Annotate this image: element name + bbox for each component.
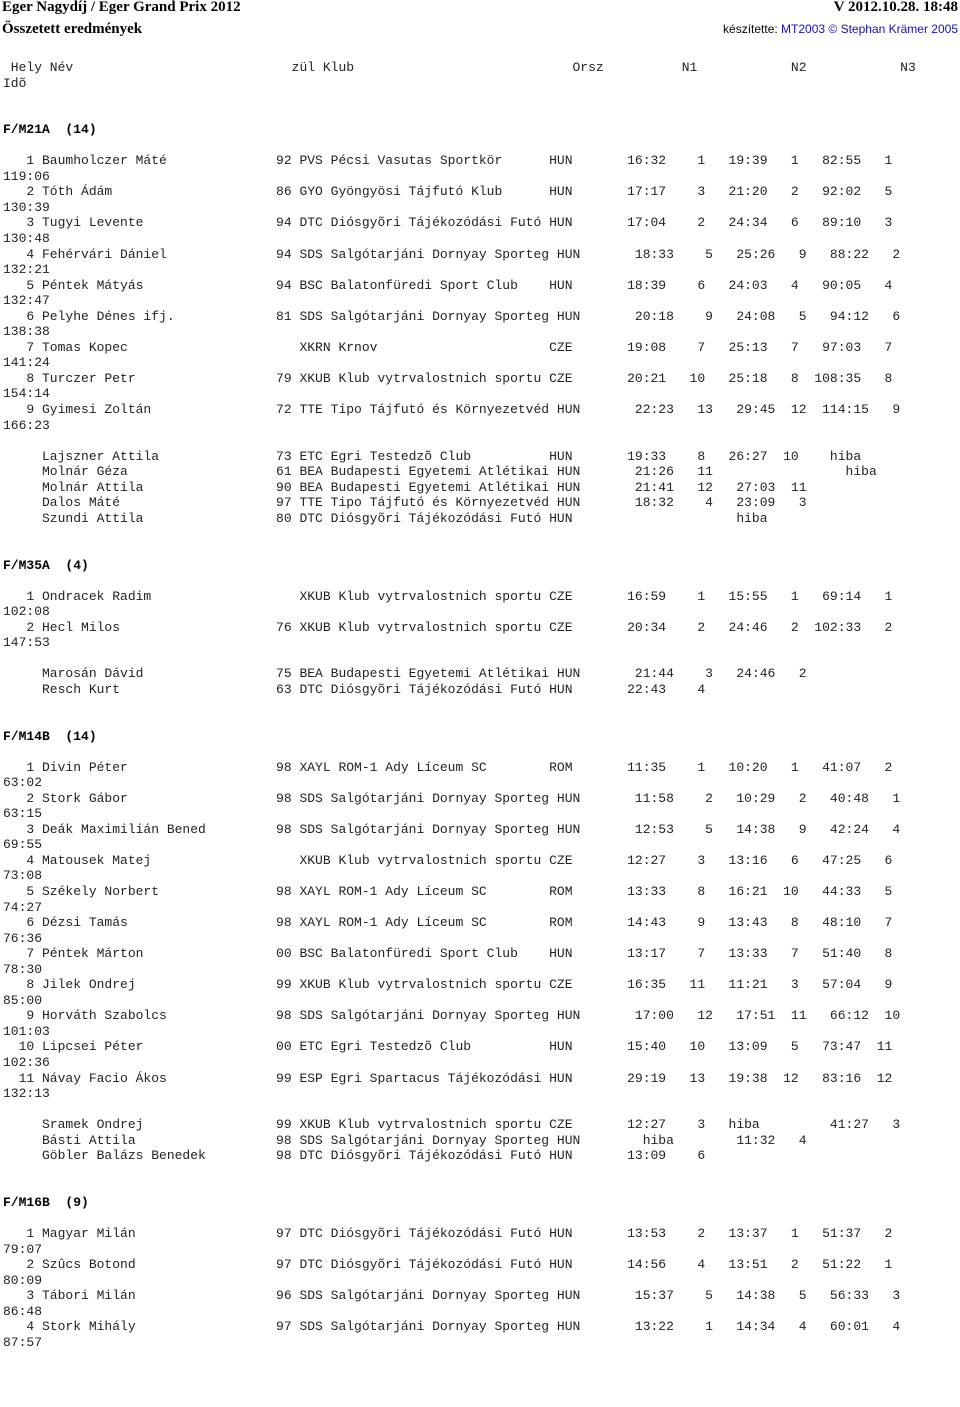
- result-line: 132:13: [3, 1086, 50, 1102]
- result-line: 5 Péntek Mátyás 94 BSC Balatonfüredi Sport Club HUN 18:39 6 24:03 4 90:05 4: [3, 277, 893, 293]
- result-line: 2 Stork Gábor 98 SDS Salgótarjáni Dornyay Sporteg HUN 11:58 2 10:29 2 40:48 1: [3, 790, 901, 806]
- result-line: 78:30: [3, 961, 43, 977]
- result-line: Molnár Géza 61 BEA Budapesti Egyetemi Atlétikai HUN 21:26 11 hiba: [3, 464, 877, 480]
- column-header: Idõ: [3, 75, 27, 91]
- result-line: 63:02: [3, 775, 43, 791]
- result-line: 130:48: [3, 231, 50, 247]
- result-line: 63:15: [3, 806, 43, 822]
- result-line: 85:00: [3, 992, 43, 1008]
- result-line: 1 Divin Péter 98 XAYL ROM-1 Ady Líceum SC ROM 11:35 1 10:20 1 41:07 2: [3, 759, 893, 775]
- author-prefix: készítette:: [723, 22, 782, 36]
- result-line: 3 Tábori Milán 96 SDS Salgótarjáni Dornyay Sporteg HUN 15:37 5 14:38 5 56:33 3: [3, 1288, 901, 1304]
- page-title: Eger Nagydíj / Eger Grand Prix 2012: [2, 0, 241, 15]
- result-line: Resch Kurt 63 DTC Diósgyõri Tájékozódási Futó HUN 22:43 4: [3, 681, 706, 697]
- result-line: 9 Horváth Szabolcs 98 SDS Salgótarjáni Dornyay Sporteg HUN 17:00 12 17:51 11 66:12 10: [3, 1008, 901, 1024]
- result-line: 87:57: [3, 1334, 43, 1350]
- result-line: 7 Péntek Márton 00 BSC Balatonfüredi Sport Club HUN 13:17 7 13:33 7 51:40 8: [3, 946, 893, 962]
- author-link[interactable]: MT2003 © Stephan Krämer 2005: [781, 22, 958, 36]
- author-credit: [723, 21, 958, 37]
- category-heading: F/M35A (4): [3, 557, 89, 573]
- result-line: 5 Székely Norbert 98 XAYL ROM-1 Ady Líceum SC ROM 13:33 8 16:21 10 44:33 5: [3, 883, 893, 899]
- result-line: 11 Návay Facio Ákos 99 ESP Egri Spartacus Tájékozódási HUN 29:19 13 19:38 12 83:16 12: [3, 1070, 893, 1086]
- result-line: 132:47: [3, 293, 50, 309]
- results-listing: [3, 60, 916, 1350]
- result-line: 6 Pelyhe Dénes ifj. 81 SDS Salgótarjáni Dornyay Sporteg HUN 20:18 9 24:08 5 94:12 6: [3, 308, 901, 324]
- result-line: 166:23: [3, 417, 50, 433]
- result-line: 7 Tomas Kopec XKRN Krnov CZE 19:08 7 25:13 7 97:03 7: [3, 339, 893, 355]
- result-line: 1 Ondracek Radim XKUB Klub vytrvalostnich sportu CZE 16:59 1 15:55 1 69:14 1: [3, 588, 893, 604]
- result-line: 4 Matousek Matej XKUB Klub vytrvalostnich sportu CZE 12:27 3 13:16 6 47:25 6: [3, 852, 893, 868]
- category-heading: F/M21A (14): [3, 122, 97, 138]
- result-line: 101:03: [3, 1023, 50, 1039]
- result-line: Lajszner Attila 73 ETC Egri Testedzõ Club HUN 19:33 8 26:27 10 hiba: [3, 448, 862, 464]
- result-line: 2 Szûcs Botond 97 DTC Diósgyõri Tájékozódási Futó HUN 14:56 4 13:51 2 51:22 1: [3, 1257, 893, 1273]
- result-line: 102:08: [3, 604, 50, 620]
- result-line: 3 Deák Maximilián Bened 98 SDS Salgótarjáni Dornyay Sporteg HUN 12:53 5 14:38 9 42:24 4: [3, 821, 901, 837]
- result-line: Göbler Balázs Benedek 98 DTC Diósgyõri Tájékozódási Futó HUN 13:09 6: [3, 1148, 706, 1164]
- column-header: Hely Név zül Klub Orsz N1 N2 N3: [3, 60, 916, 75]
- result-line: 132:21: [3, 262, 50, 278]
- result-line: 138:38: [3, 324, 50, 340]
- result-line: 8 Jilek Ondrej 99 XKUB Klub vytrvalostnich sportu CZE 16:35 11 11:21 3 57:04 9: [3, 977, 893, 993]
- result-line: 8 Turczer Petr 79 XKUB Klub vytrvalostnich sportu CZE 20:21 10 25:18 8 108:35 8: [3, 370, 893, 386]
- result-line: 154:14: [3, 386, 50, 402]
- result-line: 76:36: [3, 930, 43, 946]
- result-line: 1 Magyar Milán 97 DTC Diósgyõri Tájékozódási Futó HUN 13:53 2 13:37 1 51:37 2: [3, 1226, 893, 1242]
- result-line: 73:08: [3, 868, 43, 884]
- result-line: 1 Baumholczer Máté 92 PVS Pécsi Vasutas Sportkör HUN 16:32 1 19:39 1 82:55 1: [3, 153, 893, 169]
- result-line: Marosán Dávid 75 BEA Budapesti Egyetemi Atlétikai HUN 21:44 3 24:46 2: [3, 666, 807, 682]
- category-heading: F/M16B (9): [3, 1194, 89, 1210]
- result-line: 80:09: [3, 1272, 43, 1288]
- result-line: Dalos Máté 97 TTE Tipo Tájfutó és Környezetvéd HUN 18:32 4 23:09 3: [3, 495, 807, 511]
- result-line: 69:55: [3, 837, 43, 853]
- result-line: 4 Stork Mihály 97 SDS Salgótarjáni Dornyay Sporteg HUN 13:22 1 14:34 4 60:01 4: [3, 1319, 901, 1335]
- result-line: 79:07: [3, 1241, 43, 1257]
- version-stamp: V 2012.10.28. 18:48: [833, 0, 958, 15]
- result-line: 2 Tóth Ádám 86 GYO Gyöngyösi Tájfutó Klub HUN 17:17 3 21:20 2 92:02 5: [3, 184, 893, 200]
- result-line: Sramek Ondrej 99 XKUB Klub vytrvalostnich sportu CZE 12:27 3 hiba 41:27 3: [3, 1117, 901, 1133]
- result-line: 147:53: [3, 635, 50, 651]
- result-line: 74:27: [3, 899, 43, 915]
- result-line: 10 Lipcsei Péter 00 ETC Egri Testedzõ Club HUN 15:40 10 13:09 5 73:47 11: [3, 1039, 893, 1055]
- result-line: 4 Fehérvári Dániel 94 SDS Salgótarjáni Dornyay Sporteg HUN 18:33 5 25:26 9 88:22 2: [3, 246, 901, 262]
- result-line: 3 Tugyi Levente 94 DTC Diósgyõri Tájékozódási Futó HUN 17:04 2 24:34 6 89:10 3: [3, 215, 893, 231]
- result-line: 86:48: [3, 1303, 43, 1319]
- result-line: 141:24: [3, 355, 50, 371]
- result-line: 102:36: [3, 1055, 50, 1070]
- result-line: Básti Attila 98 SDS Salgótarjáni Dornyay Sporteg HUN hiba 11:32 4: [3, 1132, 807, 1148]
- result-line: 130:39: [3, 199, 50, 215]
- result-line: 9 Gyimesi Zoltán 72 TTE Tipo Tájfutó és Környezetvéd HUN 22:23 13 29:45 12 114:15 9: [3, 402, 901, 418]
- result-line: 6 Dézsi Tamás 98 XAYL ROM-1 Ady Líceum SC ROM 14:43 9 13:43 8 48:10 7: [3, 915, 893, 931]
- page-subtitle: Összetett eredmények: [2, 21, 143, 37]
- category-heading: F/M14B (14): [3, 728, 97, 744]
- result-line: Szundi Attila 80 DTC Diósgyõri Tájékozódási Futó HUN hiba: [3, 510, 768, 526]
- result-line: 119:06: [3, 168, 50, 184]
- result-line: Molnár Attila 90 BEA Budapesti Egyetemi Atlétikai HUN 21:41 12 27:03 11: [3, 479, 807, 495]
- result-line: 2 Hecl Milos 76 XKUB Klub vytrvalostnich sportu CZE 20:34 2 24:46 2 102:33 2: [3, 619, 893, 635]
